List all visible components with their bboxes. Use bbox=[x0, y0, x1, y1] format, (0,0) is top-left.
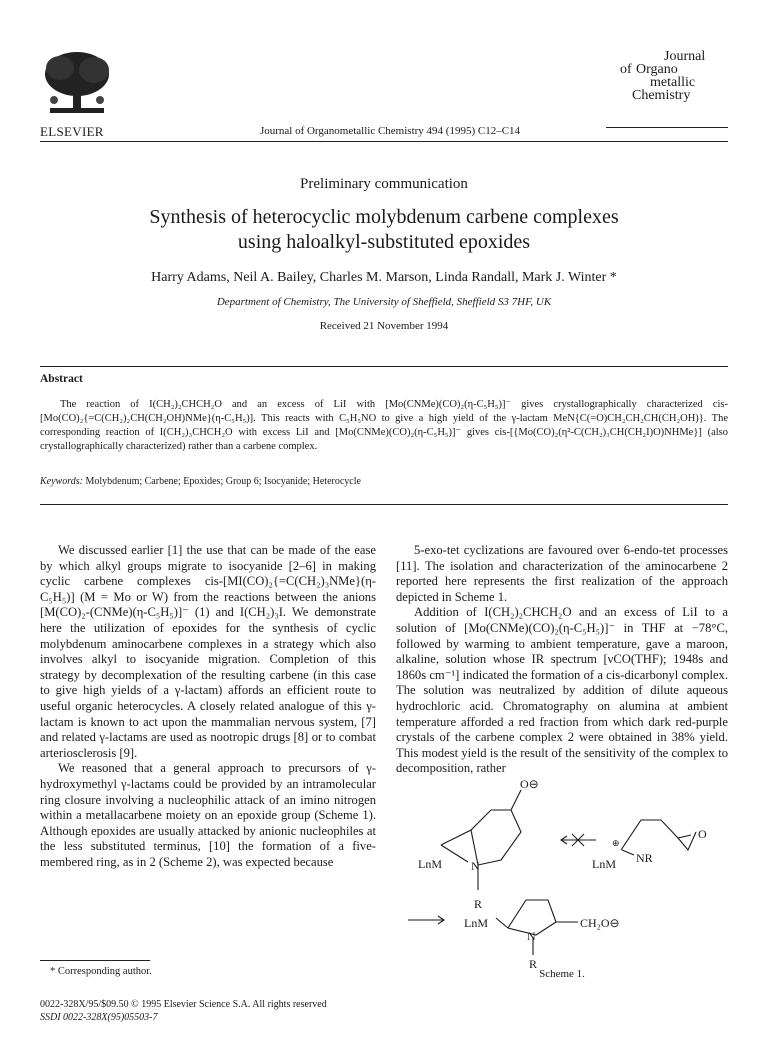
scheme-label-lnm: LnM bbox=[592, 857, 616, 871]
abstract-heading: Abstract bbox=[40, 373, 83, 385]
scheme-label-nr: NR bbox=[636, 851, 653, 865]
scheme-label-r: R bbox=[529, 957, 538, 970]
paragraph: 5-exo-tet cyclizations are favoured over 6-endo-tet processes [11]. The isolation and characterization of the aminocarbene 2 reported here represents the first realization of the approach depicted in Scheme 1. bbox=[396, 543, 728, 604]
scheme-label-o: O bbox=[698, 827, 707, 841]
journal-logo-line: metallic bbox=[650, 75, 696, 90]
paragraph: We reasoned that a general approach to precursors of γ-hydroxymethyl γ-lactams could be provided by an intramolecular ring closure involving a nucleophilic attack of an imino nitrogen within a metallacarbene moiety on an epoxide group (Scheme 1). Although epoxides are usually attacked by anionic nucleophiles at the less substituted terminus, [10] the formation of a five-membered ring, as in 2 (Scheme 2), was expected because bbox=[40, 761, 376, 869]
logo-rule bbox=[606, 127, 728, 128]
abstract-rule-bottom bbox=[40, 504, 728, 505]
affiliation: Department of Chemistry, The University of Sheffield, Sheffield S3 7HF, UK bbox=[216, 296, 552, 308]
scheme-label-o-minus: O⊖ bbox=[520, 777, 539, 791]
copyright-line: 0022-328X/95/$09.50 © 1995 Elsevier Science S.A. All rights reserved bbox=[40, 999, 327, 1010]
body-column-left bbox=[40, 543, 376, 870]
title-line-2: using haloalkyl-substituted epoxides bbox=[237, 231, 531, 253]
elsevier-tree-logo bbox=[40, 48, 114, 118]
piperidine-structure bbox=[441, 790, 521, 890]
paragraph: Addition of I(CH₂)₂CHCH₂O and an excess of LiI to a solution of [Mo(CNMe)(CO)₂(η-C₅H₅)]⁻ in THF at −78°C, followed by warming to ambient temperature, gave a maroon, alkaline, solution whose IR spectrum [νCO(THF); 1948s and 1860s cm⁻¹] indicated the formation of a cis-dicarbonyl complex. The solution was neutralized by addition of dilute aqueous hydrochloric acid. Chromatography on alumina at ambient temperature afforded a red fraction from which dark red-purple crystals of the carbene complex 2 were obtained in 38% yield. This modest yield is the result of the sensitivity of the complex to decomposition, rather bbox=[396, 605, 728, 776]
scheme-1-diagram bbox=[396, 750, 728, 970]
paragraph: We discussed earlier [1] the use that can be made of the ease by which alkyl groups migrate to isocyanide [2–6] in making cyclic carbene complexes cis-[MI(CO)₂{=C(CH₂)₃NMe}(η-C₅H₅)] (M = Mo or W) from the reactions between the anions [M(CO)₂-(CNMe)(η-C₅H₅)]⁻ (1) and I(CH₂)₃I. We demonstrate here the utilization of epoxides for the synthesis of cyclic molybdenum aminocarbene complexes in a strategy which also involves alkyl to isocyanide migration. Completion of this strategy by decomplexation of the resulting carbene (in this case to give high yields of a γ-lactam) affords an efficient route to useful organic heterocycles. A closely related analogue of this γ-lactam is known to act upon the mammalian nervous system, [7] and related γ-lactams are used as nootropic drugs [8] or to combat arteriosclerosis [9]. bbox=[40, 543, 376, 760]
header-rule bbox=[40, 141, 728, 142]
journal-logo-line: Organo bbox=[636, 62, 678, 77]
body-column-right bbox=[396, 543, 728, 777]
abstract-rule-top bbox=[40, 366, 728, 367]
article-title bbox=[60, 205, 708, 255]
journal-citation: Journal of Organometallic Chemistry 494 (1995) C12–C14 bbox=[259, 125, 521, 137]
journal-logo-line: Chemistry bbox=[632, 88, 691, 103]
scheme-caption: Scheme 1. bbox=[539, 968, 585, 980]
scheme-label-r: R bbox=[474, 897, 483, 911]
keywords-label: Keywords: bbox=[40, 476, 83, 487]
footnote: * Corresponding author. bbox=[50, 966, 152, 977]
authors: Harry Adams, Neil A. Bailey, Charles M. Marson, Linda Randall, Mark J. Winter * bbox=[151, 270, 617, 285]
scheme-label-ch2o: CH₂O⊖ bbox=[580, 916, 620, 930]
journal-logo-line: of bbox=[620, 62, 632, 77]
journal-logo-line: Journal bbox=[664, 49, 706, 64]
scheme-label-n: N bbox=[527, 929, 536, 943]
epoxide-structure bbox=[621, 820, 696, 855]
journal-logo bbox=[606, 48, 726, 122]
publisher-name: ELSEVIER bbox=[40, 124, 104, 139]
pyrrolidine-structure bbox=[496, 900, 578, 955]
copyright-block bbox=[40, 998, 560, 1024]
scheme-label-n: N bbox=[471, 859, 480, 873]
received-date: Received 21 November 1994 bbox=[319, 320, 449, 332]
section-label: Preliminary communication bbox=[300, 176, 468, 192]
forward-arrow bbox=[408, 916, 444, 924]
abstract-text: The reaction of I(CH₂)₂CHCH₂O and an excess of LiI with [Mo(CNMe)(CO)₂(η-C₅H₅)]⁻ gives crystallographically characterized cis-[Mo(CO)₂{=C(CH₂)₂CH(CH₂OH)NMe}(η-C₅H₅)]. This reacts with C₅H₅NO to give a high yield of the γ-lactam MeN{C(=O)CH₂CH₂CH(CH₂OH)}. The corresponding reaction of I(CH₂)₃CHCH₂O with excess LiI and [Mo(CNMe)(CO)₂(η-C₅H₅)]⁻ gives cis-[{Mo(CO)₂(η²-C(CH₂)₃CH(CH₂I)O)NHMe}] (also crystallographically characterized) rather than a carbene complex. bbox=[40, 399, 728, 452]
scheme-label-lnm: LnM bbox=[464, 916, 488, 930]
keywords bbox=[40, 476, 728, 487]
footnote-rule bbox=[40, 960, 150, 961]
scheme-label-m-plus: ⊕ bbox=[612, 838, 620, 848]
keywords-list: Molybdenum; Carbene; Epoxides; Group 6; Isocyanide; Heterocycle bbox=[85, 476, 361, 487]
blocked-arrow bbox=[561, 834, 596, 846]
title-line-1: Synthesis of heterocyclic molybdenum carbene complexes bbox=[149, 206, 619, 228]
scheme-label-lnm: LnM bbox=[418, 857, 442, 871]
ssdi-line: SSDI 0022-328X(95)05503-7 bbox=[40, 1012, 158, 1023]
